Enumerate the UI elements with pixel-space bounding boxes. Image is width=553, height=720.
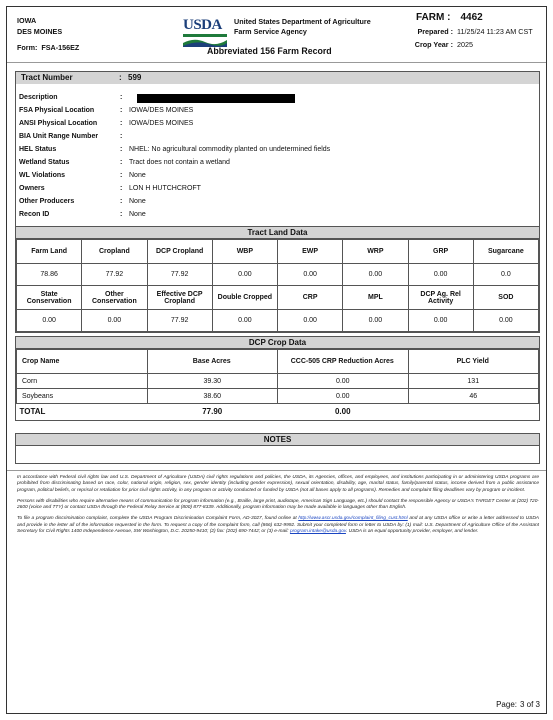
dcp-crop-data-title: DCP Crop Data bbox=[16, 337, 539, 349]
table-header-cell: GRP bbox=[408, 240, 473, 264]
table-cell: 0.00 bbox=[408, 310, 473, 332]
table-row bbox=[17, 264, 539, 286]
table-cell: 0.00 bbox=[408, 264, 473, 286]
redaction-bar bbox=[137, 94, 295, 103]
state-name: IOWA bbox=[17, 16, 37, 25]
prepared-value: 11/25/24 11:23 AM CST bbox=[457, 27, 533, 36]
table-cell: 77.92 bbox=[147, 264, 212, 286]
tract-field-row: Description : bbox=[19, 91, 534, 104]
crop-year-value: 2025 bbox=[457, 40, 473, 49]
usda-logo bbox=[183, 17, 227, 49]
agency-line-1: United States Department of Agriculture bbox=[234, 17, 371, 26]
dcp-crop-data-section bbox=[15, 336, 540, 421]
tract-field-label: Description bbox=[19, 94, 58, 101]
table-cell: 0.00 bbox=[278, 374, 409, 389]
table-header-cell: WBP bbox=[212, 240, 277, 264]
form-line bbox=[17, 42, 79, 53]
total-row bbox=[17, 404, 539, 420]
crop-year-line bbox=[400, 40, 533, 49]
table-header-cell: SOD bbox=[473, 286, 538, 310]
header-divider bbox=[7, 62, 546, 63]
notes-title: NOTES bbox=[16, 434, 539, 446]
table-header-row bbox=[17, 240, 539, 264]
tract-field-row: HEL Status : NHEL: No agricultural commodity planted on undetermined fields bbox=[19, 143, 534, 156]
table-header-row bbox=[17, 350, 539, 374]
tract-field-value: IOWA/DES MOINES bbox=[129, 107, 194, 114]
table-cell: 0.00 bbox=[343, 310, 408, 332]
usda-logo-text: USDA bbox=[183, 17, 222, 33]
tract-field-value: None bbox=[129, 211, 146, 218]
tract-field-label: FSA Physical Location bbox=[19, 107, 95, 114]
total-label: TOTAL bbox=[19, 407, 46, 417]
tract-field-value: NHEL: No agricultural commodity planted on undetermined fields bbox=[129, 146, 331, 153]
table-cell: 77.92 bbox=[147, 310, 212, 332]
table-header-cell: DCP Ag. Rel Activity bbox=[408, 286, 473, 310]
document-page bbox=[6, 6, 547, 714]
tract-field-label: BIA Unit Range Number bbox=[19, 133, 99, 140]
table-cell: Corn bbox=[17, 374, 148, 389]
complaint-form-link[interactable]: http://www.ascr.usda.gov/complaint_filing_cust.html bbox=[298, 516, 408, 522]
table-cell: 0.00 bbox=[343, 264, 408, 286]
tract-number-colon: : bbox=[119, 73, 122, 82]
page-value: 3 of 3 bbox=[519, 700, 540, 709]
tract-field-row: FSA Physical Location : IOWA/DES MOINES bbox=[19, 104, 534, 117]
tract-field-value: IOWA/DES MOINES bbox=[129, 120, 194, 127]
table-row bbox=[17, 310, 539, 332]
crop-year-label: Crop Year : bbox=[414, 40, 453, 49]
form-number: FSA-156EZ bbox=[41, 43, 80, 52]
table-header-cell: MPL bbox=[343, 286, 408, 310]
tract-field-row: ANSI Physical Location : IOWA/DES MOINES bbox=[19, 117, 534, 130]
table-header-cell: CCC-505 CRP Reduction Acres bbox=[278, 350, 409, 374]
tract-field-label: Recon ID bbox=[19, 211, 50, 218]
agency-name bbox=[234, 17, 371, 37]
tract-number-header bbox=[16, 72, 539, 84]
legal-paragraph: To file a program discrimination complaint, complete the USDA Program Discrimination Complaint Form, AD-3027, found online at http://www.ascr.usda.gov/complaint_filing_cust.html and at any USDA office or write a letter addressed to USDA and provide in the letter all of the information requested in the form. To request a copy of the complaint form, call (866) 632-9992. Submit your completed form or letter to USDA by: (1) mail: U.S. Department of Agriculture Office of the Assistant Secretary for Civil Rights 1400 Independence Avenue, SW Washington, D.C. 20250-9410; (2) fax: (202) 690-7442; or (3) e-mail: program.intake@usda.gov. USDA is an equal opportunity provider, employer, and lender. bbox=[17, 516, 539, 535]
table-cell: 0.00 bbox=[473, 310, 538, 332]
table-cell: 38.60 bbox=[147, 389, 278, 404]
table-header-row bbox=[17, 286, 539, 310]
table-header-cell: Double Cropped bbox=[212, 286, 277, 310]
county-name: DES MOINES bbox=[17, 27, 63, 36]
header-farm-info bbox=[400, 12, 533, 49]
table-header-cell: WRP bbox=[343, 240, 408, 264]
table-cell: 39.30 bbox=[147, 374, 278, 389]
total-ccc-acres: 0.00 bbox=[334, 407, 351, 417]
tract-field-row: Recon ID : None bbox=[19, 208, 534, 221]
table-header-cell: Effective DCP Cropland bbox=[147, 286, 212, 310]
form-label: Form: bbox=[17, 43, 38, 52]
table-header-cell: Sugarcane bbox=[473, 240, 538, 264]
table-row bbox=[17, 374, 539, 389]
tract-field-value: LON H HUTCHCROFT bbox=[129, 185, 201, 192]
prepared-label: Prepared : bbox=[417, 27, 453, 36]
tract-number-value: 599 bbox=[128, 73, 142, 82]
legal-divider bbox=[7, 470, 546, 471]
tract-field-row: Wetland Status : Tract does not contain a wetland bbox=[19, 156, 534, 169]
tract-field-value: Tract does not contain a wetland bbox=[129, 159, 230, 166]
legal-paragraph: Persons with disabilities who require alternative means of communication for program information (e.g., Braille, large print, audiotape, American Sign Language, etc.) should contact the responsible Agency or USDA's TARGET Center at (202) 720-2600 (voice and TTY) or contact USDA through the Federal Relay Service at (800) 877-8339. Additionally, program information may be made available in languages other than English. bbox=[17, 498, 539, 511]
farm-number: 4462 bbox=[460, 12, 483, 23]
tract-field-label: WL Violations bbox=[19, 172, 66, 179]
table-cell: 0.0 bbox=[473, 264, 538, 286]
page-label: Page: bbox=[496, 700, 517, 709]
nondiscrimination-statement bbox=[17, 475, 539, 540]
tract-field-label: ANSI Physical Location bbox=[19, 120, 98, 127]
tract-field-row: Other Producers : None bbox=[19, 195, 534, 208]
tract-field-label: Other Producers bbox=[19, 198, 75, 205]
tract-field-label: Owners bbox=[19, 185, 45, 192]
table-cell: 0.00 bbox=[278, 389, 409, 404]
header-location bbox=[17, 15, 79, 53]
page-number bbox=[496, 700, 540, 709]
tract-field-row: Owners : LON H HUTCHCROFT bbox=[19, 182, 534, 195]
total-base-acres: 77.90 bbox=[202, 407, 223, 417]
table-cell: 0.00 bbox=[212, 264, 277, 286]
agency-line-2: Farm Service Agency bbox=[234, 27, 307, 36]
table-cell: 46 bbox=[408, 389, 539, 404]
table-cell: 0.00 bbox=[212, 310, 277, 332]
farm-number-line bbox=[416, 12, 533, 23]
table-header-cell: Other Conservation bbox=[82, 286, 147, 310]
table-cell: 0.00 bbox=[82, 310, 147, 332]
tract-land-data-title: Tract Land Data bbox=[16, 227, 539, 239]
table-header-cell: CRP bbox=[278, 286, 343, 310]
tract-land-data-section bbox=[15, 227, 540, 333]
table-cell: 0.00 bbox=[17, 310, 82, 332]
table-cell: Soybeans bbox=[17, 389, 148, 404]
table-header-cell: DCP Cropland bbox=[147, 240, 212, 264]
prepared-line bbox=[400, 27, 533, 36]
dcp-crop-data-table bbox=[16, 349, 539, 420]
table-header-cell: EWP bbox=[278, 240, 343, 264]
tract-section bbox=[15, 71, 540, 227]
notes-section bbox=[15, 433, 540, 464]
tract-field-value: None bbox=[129, 172, 146, 179]
program-intake-email-link[interactable]: program.intake@usda.gov bbox=[289, 529, 346, 535]
table-row bbox=[17, 389, 539, 404]
table-header-cell: Base Acres bbox=[147, 350, 278, 374]
table-cell: 77.92 bbox=[82, 264, 147, 286]
tract-number-label: Tract Number bbox=[21, 73, 73, 82]
table-cell: 0.00 bbox=[278, 310, 343, 332]
tract-land-data-table bbox=[16, 239, 539, 332]
table-cell: 0.00 bbox=[278, 264, 343, 286]
table-header-cell: Farm Land bbox=[17, 240, 82, 264]
table-header-cell: Cropland bbox=[82, 240, 147, 264]
document-title: Abbreviated 156 Farm Record bbox=[207, 46, 332, 56]
tract-field-row: BIA Unit Range Number : bbox=[19, 130, 534, 143]
tract-field-label: HEL Status bbox=[19, 146, 57, 153]
table-cell: 131 bbox=[408, 374, 539, 389]
table-header-cell: PLC Yield bbox=[408, 350, 539, 374]
legal-paragraph: In accordance with Federal civil rights law and U.S. Department of Agriculture (USDA) civil rights regulations and policies, the USDA, its Agencies, offices, and employees, and institutions participating in or administering USDA programs are prohibited from discriminating based on race, color, national origin, religion, sex, gender identity (including gender expression), sexual orientation, disability, age, marital status, family/parental status, income derived from a public assistance program, political beliefs, or reprisal or retaliation for prior civil rights activity, in any program or activity conducted or funded by USDA (not all bases apply to all programs). Remedies and complaint filing deadlines vary by program or incident. bbox=[17, 475, 539, 493]
table-cell: 78.86 bbox=[17, 264, 82, 286]
table-header-cell: Crop Name bbox=[17, 350, 148, 374]
tract-field-row: WL Violations : None bbox=[19, 169, 534, 182]
tract-field-value: None bbox=[129, 198, 146, 205]
tract-field-label: Wetland Status bbox=[19, 159, 70, 166]
table-header-cell: State Conservation bbox=[17, 286, 82, 310]
farm-label: FARM : bbox=[416, 12, 451, 23]
